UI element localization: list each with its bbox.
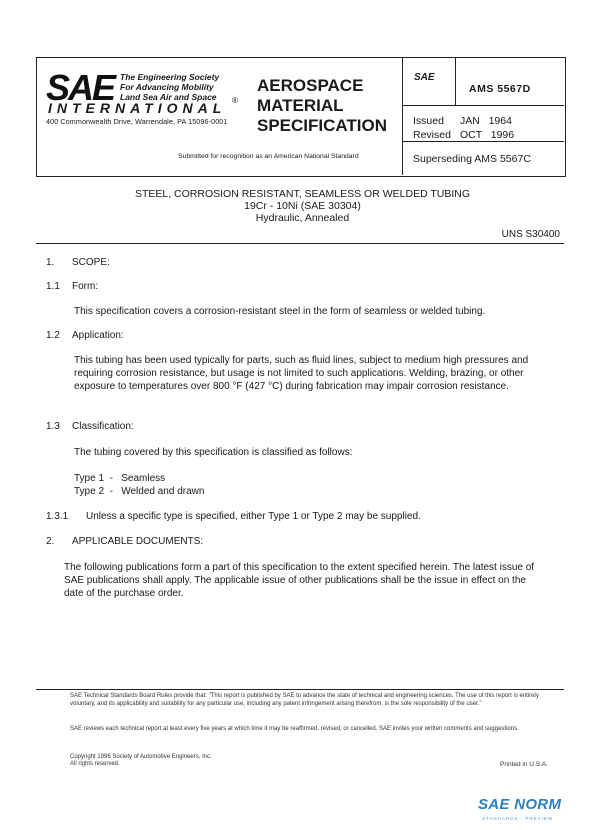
- section-1-3-1: 1.3.1 Unless a specific type is specified, either Type 1 or Type 2 may be supplied.: [46, 511, 421, 522]
- section-1-3-heading: 1.3 Classification:: [46, 421, 134, 432]
- section-1-1-heading: 1.1 Form:: [46, 281, 99, 292]
- type-1: Type 1 - Seamless: [74, 473, 166, 484]
- spec-number-rule: [402, 105, 564, 106]
- spec-number-divider: [455, 57, 456, 105]
- registered-mark: ®: [232, 96, 238, 105]
- sae-logo: SAE: [46, 67, 115, 108]
- document-type: AEROSPACE MATERIAL SPECIFICATION: [257, 76, 388, 135]
- sae-small-logo: SAE: [414, 72, 435, 83]
- footer-rights: All rights reserved.: [70, 761, 120, 767]
- section-1-heading: 1. SCOPE:: [46, 257, 110, 268]
- section-1-1-text: This specification covers a corrosion-resistant steel in the form of seamless or welded tubing.: [74, 306, 486, 317]
- header-divider: [402, 57, 403, 175]
- spec-title: [40, 188, 565, 224]
- international-wordmark: INTERNATIONAL: [48, 100, 227, 116]
- revised-row: Revised OCT 1996: [413, 129, 515, 141]
- title-rule: [36, 243, 564, 244]
- watermark-logo: SAE NORM: [478, 796, 562, 813]
- uns-number: UNS S30400: [501, 229, 560, 240]
- section-1-2-heading: 1.2 Application:: [46, 330, 124, 341]
- sae-address: 400 Commonwealth Drive, Warrendale, PA 15096-0001: [46, 117, 228, 126]
- section-2-heading: 2. APPLICABLE DOCUMENTS:: [46, 536, 204, 547]
- type-2: Type 2 - Welded and drawn: [74, 486, 205, 497]
- issue-dates: [413, 114, 514, 142]
- title-line-1: STEEL, CORROSION RESISTANT, SEAMLESS OR WELDED TUBING: [134, 188, 471, 200]
- footer-policy: SAE Technical Standards Board Rules provide that: "This report is published by SAE to advance the state of technical and engineering sciences. The use of this report is entirely voluntary, and its applicability and suitability for any particular use, including any patent infringement arising therefrom, is the sole responsibility of the user.": [70, 693, 539, 707]
- sae-tagline: The Engineering Society For Advancing Mobility Land Sea Air and Space: [120, 72, 220, 102]
- section-2-text: The following publications form a part of this specification to the extent specified herein. The latest issue of SAE publications shall apply. The applicable issue of other publications shall be the issue in effect on the date of the purchase order.: [64, 562, 535, 599]
- title-line-3: Hydraulic, Annealed: [255, 212, 350, 224]
- footer-review: SAE reviews each technical report at least every five years at which time it may be reaffirmed, revised, or cancelled. SAE invites your written comments and suggestions.: [70, 726, 519, 732]
- issued-row: Issued JAN 1964: [413, 115, 512, 127]
- superseding-note: Superseding AMS 5567C: [413, 153, 531, 165]
- section-1-3-text: The tubing covered by this specification is classified as follows:: [74, 447, 353, 458]
- section-1-2-text: This tubing has been used typically for parts, such as fluid lines, subject to medium high pressures and requiring corrosion resistance, but usage is not limited to such applications. Welding, brazing, or other exposure to temperatures over 800 °F (427 °C) during fabrication may impair corrosion resistance.: [74, 355, 529, 392]
- watermark-subtitle: STANDARDS · PREVIEW: [482, 816, 554, 821]
- printed-in: Printed in U.S.A.: [500, 761, 549, 768]
- spec-number: AMS 5567D: [469, 83, 531, 95]
- footer-copyright: Copyright 1996 Society of Automotive Engineers, Inc.: [70, 754, 212, 760]
- title-line-2: 19Cr - 10Ni (SAE 30304): [244, 200, 361, 212]
- ansi-submission-note: Submitted for recognition as an American National Standard: [178, 153, 359, 160]
- footer-rule: [36, 689, 564, 690]
